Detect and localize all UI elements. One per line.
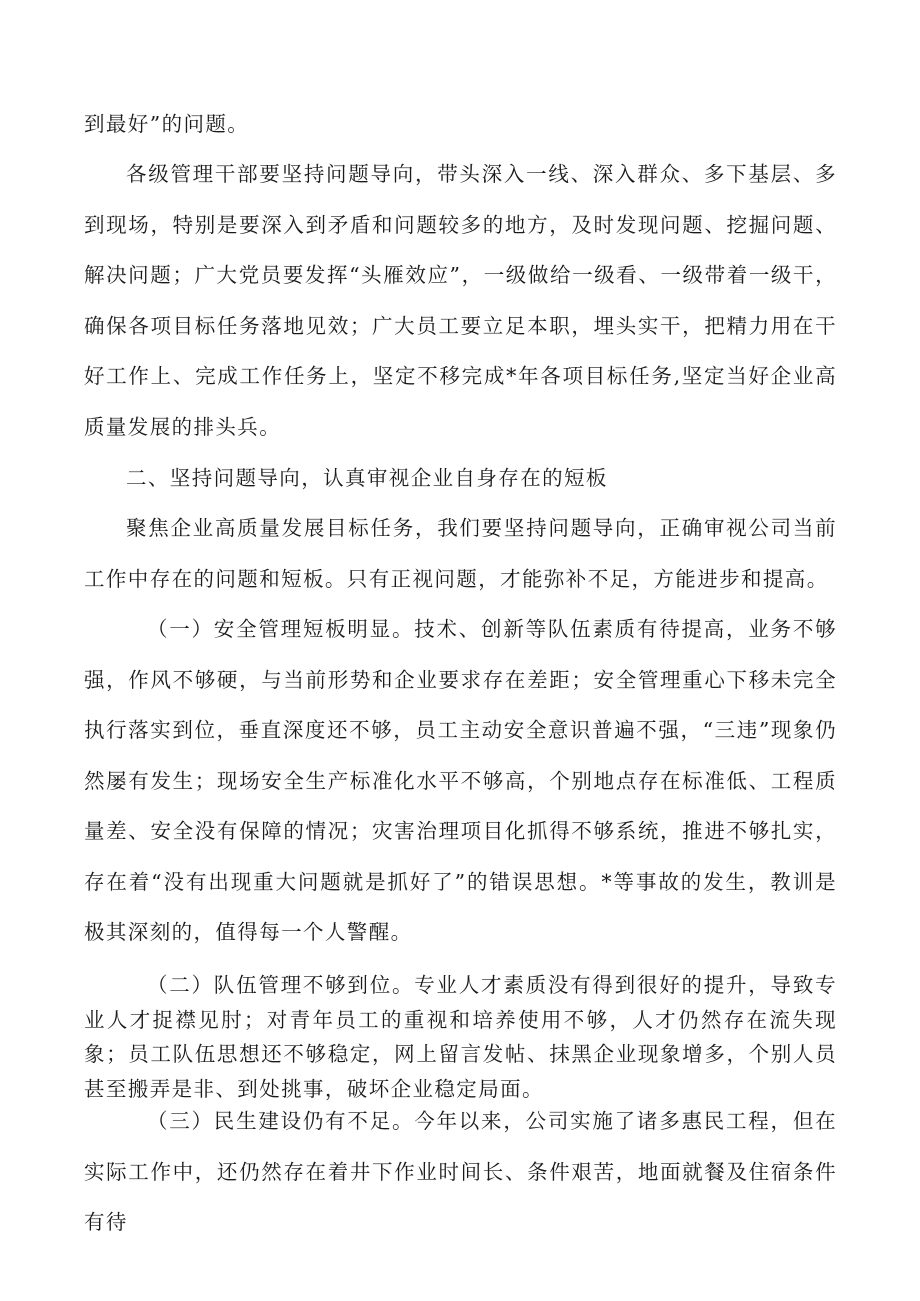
paragraph-safety-management: （一）安全管理短板明显。技术、创新等队伍素质有待提高，业务不够强，作风不够硬，与当前形势和企业要求存在差距；安全管理重心下移未完全执行落实到位，垂直深度还不够，员工主动安全意识普遍不强，“三违”现象仍然屡有发生；现场安全生产标准化水平不够高，个别地点存在标准低、工程质量差、安全没有保障的情况；灾害治理项目化抓得不够系统，推进不够扎实，存在着“没有出现重大问题就是抓好了”的错误思想。*等事故的发生，教训是极其深刻的，值得每一个人警醒。 (84, 617, 837, 944)
paragraph-management-cadres: 各级管理干部要坚持问题导向，带头深入一线、深入群众、多下基层、多到现场，特别是要深入到矛盾和问题较多的地方，及时发现问题、挖掘问题、解决问题；广大党员要发挥“头雁效应”，一级做给一级看、一级带着一级干，确保各项目标任务落地见效；广大员工要立足本职，埋头实干，把精力用在干好工作上、完成工作任务上，坚定不移完成*年各项目标任务,坚定当好企业高质量发展的排头兵。 (84, 162, 837, 439)
section-heading-2: 二、坚持问题导向，认真审视企业自身存在的短板 (126, 466, 608, 490)
paragraph-continuation: 到最好”的问题。 (84, 112, 250, 136)
paragraph-team-management: （二）队伍管理不够到位。专业人才素质没有得到很好的提升，导致专业人才捉襟见肘；对青年员工的重视和培养使用不够，人才仍然存在流失现象；员工队伍思想还不够稳定，网上留言发帖、抹黑企业现象增多，个别人员甚至搬弄是非、到处挑事，破坏企业稳定局面。 (84, 973, 837, 1101)
paragraph-problem-orientation: 聚焦企业高质量发展目标任务，我们要坚持问题导向，正确审视公司当前工作中存在的问题和短板。只有正视问题，才能弥补不足，方能进步和提高。 (84, 516, 837, 591)
paragraph-livelihood: （三）民生建设仍有不足。今年以来，公司实施了诸多惠民工程，但在实际工作中，还仍然存在着井下作业时间长、条件艰苦，地面就餐及住宿条件有待 (84, 1109, 837, 1234)
